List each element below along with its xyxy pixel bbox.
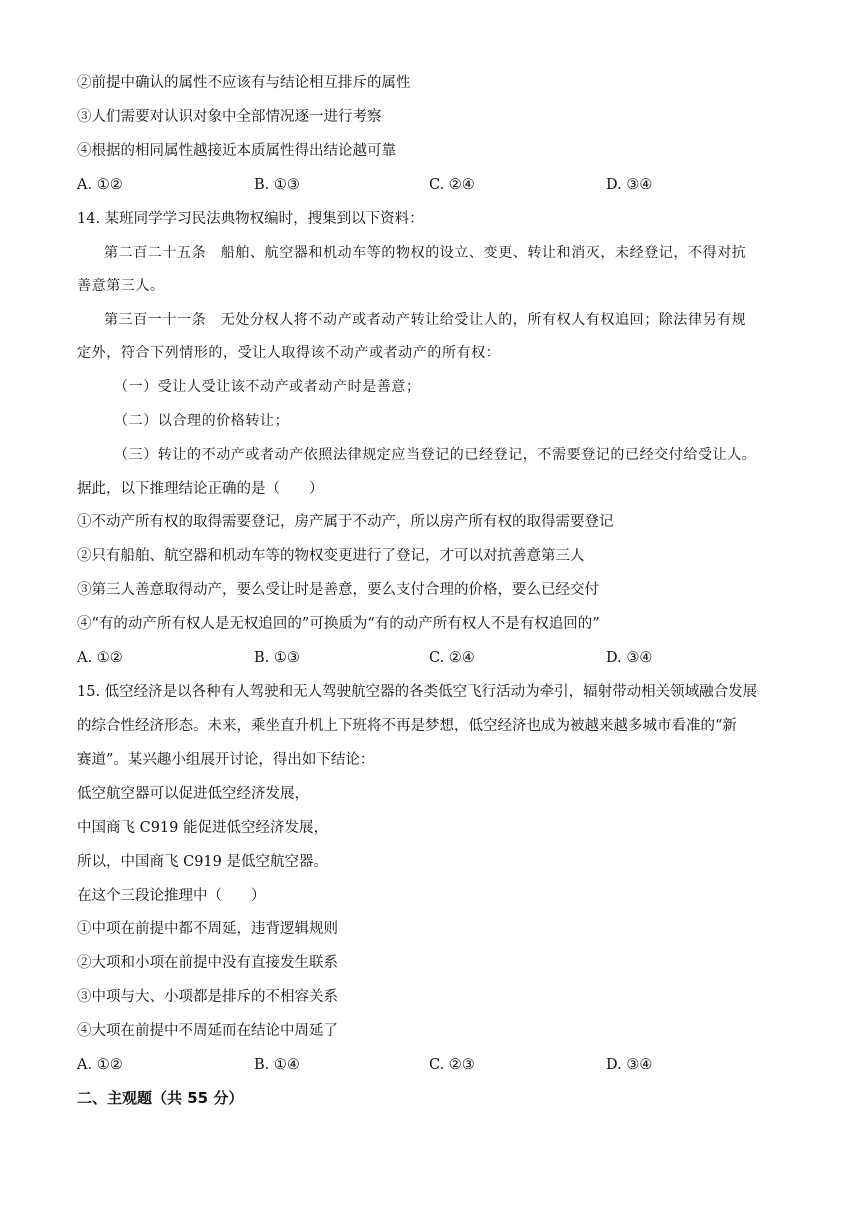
q13-statement-3: ③人们需要对认识对象中全部情况逐一进行考察	[77, 109, 382, 125]
q15-option-c[interactable]: C. ②③	[429, 1057, 475, 1073]
q14-condition-1: （一）受让人受让该不动产或者动产时是善意；	[114, 379, 421, 395]
q14-statement-4: ④“有的动产所有权人是无权追回的”可换质为“有的动产所有权人不是有权追回的”	[77, 616, 600, 632]
q14-law-225-line1: 第二百二十五条 船舶、航空器和机动车等的物权的设立、变更、转让和消灭，未经登记，不得对抗	[104, 245, 747, 261]
q14-statement-3: ③第三人善意取得动产，要么受让时是善意，要么支付合理的价格，要么已经交付	[77, 582, 599, 598]
q15-statement-4: ④大项在前提中不周延而在结论中周延了	[77, 1023, 338, 1039]
q14-statement-2: ②只有船舶、航空器和机动车等的物权变更进行了登记，才可以对抗善意第三人	[77, 548, 585, 564]
q13-option-d[interactable]: D. ③④	[606, 177, 653, 193]
q14-statement-1: ①不动产所有权的取得需要登记，房产属于不动产，所以房产所有权的取得需要登记	[77, 514, 614, 530]
q15-statement-3: ③中项与大、小项都是排斥的不相容关系	[77, 989, 338, 1005]
q13-statement-4: ④根据的相同属性越接近本质属性得出结论越可靠	[77, 143, 396, 159]
q13-option-a[interactable]: A. ①②	[77, 177, 123, 193]
q14-option-d[interactable]: D. ③④	[606, 650, 653, 666]
q14-condition-2: （二）以合理的价格转让；	[114, 413, 290, 429]
q14-options	[77, 648, 797, 668]
q14-law-225-line2: 善意第三人。	[77, 278, 165, 294]
q13-option-b[interactable]: B. ①③	[254, 177, 300, 193]
q13-options	[77, 175, 797, 195]
q15-stem-line3: 赛道”。某兴趣小组展开讨论，得出如下结论：	[77, 752, 375, 768]
q15-statement-2: ②大项和小项在前提中没有直接发生联系	[77, 955, 338, 971]
q14-option-c[interactable]: C. ②④	[429, 650, 475, 666]
q14-stem: 14. 某班同学学习民法典物权编时，搜集到以下资料：	[77, 211, 424, 227]
q14-question: 据此，以下推理结论正确的是（ ）	[77, 481, 324, 497]
q15-question: 在这个三段论推理中（ ）	[77, 888, 266, 904]
q15-stem-line2: 的综合性经济形态。未来，乘坐直升机上下班将不再是梦想，低空经济也成为被越来越多城市看准的“新	[77, 718, 737, 734]
q15-option-d[interactable]: D. ③④	[606, 1057, 653, 1073]
q13-option-c[interactable]: C. ②④	[429, 177, 475, 193]
q14-option-a[interactable]: A. ①②	[77, 650, 123, 666]
q15-options	[77, 1055, 797, 1075]
q15-option-b[interactable]: B. ①④	[254, 1057, 300, 1073]
section-title: 二、主观题（共 55 分）	[77, 1089, 244, 1107]
q15-premise-major: 低空航空器可以促进低空经济发展，	[77, 786, 309, 802]
q14-law-311-line2: 定外，符合下列情形的，受让人取得该不动产或者动产的所有权：	[77, 345, 501, 361]
q15-conclusion: 所以，中国商飞 C919 是低空航空器。	[77, 854, 328, 870]
q15-statement-1: ①中项在前提中都不周延，违背逻辑规则	[77, 921, 338, 937]
q15-premise-minor: 中国商飞 C919 能促进低空经济发展，	[77, 820, 328, 836]
q14-option-b[interactable]: B. ①③	[254, 650, 300, 666]
q15-stem-line1: 15. 低空经济是以各种有人驾驶和无人驾驶航空器的各类低空飞行活动为牵引，辐射带动相关领域融合发展	[77, 684, 758, 700]
q15-option-a[interactable]: A. ①②	[77, 1057, 123, 1073]
q13-statement-2: ②前提中确认的属性不应该有与结论相互排斥的属性	[77, 75, 411, 91]
q14-condition-3: （三）转让的不动产或者动产依照法律规定应当登记的已经登记，不需要登记的已经交付给受让人。	[114, 447, 757, 463]
q14-law-311-line1: 第三百一十一条 无处分权人将不动产或者动产转让给受让人的，所有权人有权追回；除法律另有规	[104, 312, 747, 328]
